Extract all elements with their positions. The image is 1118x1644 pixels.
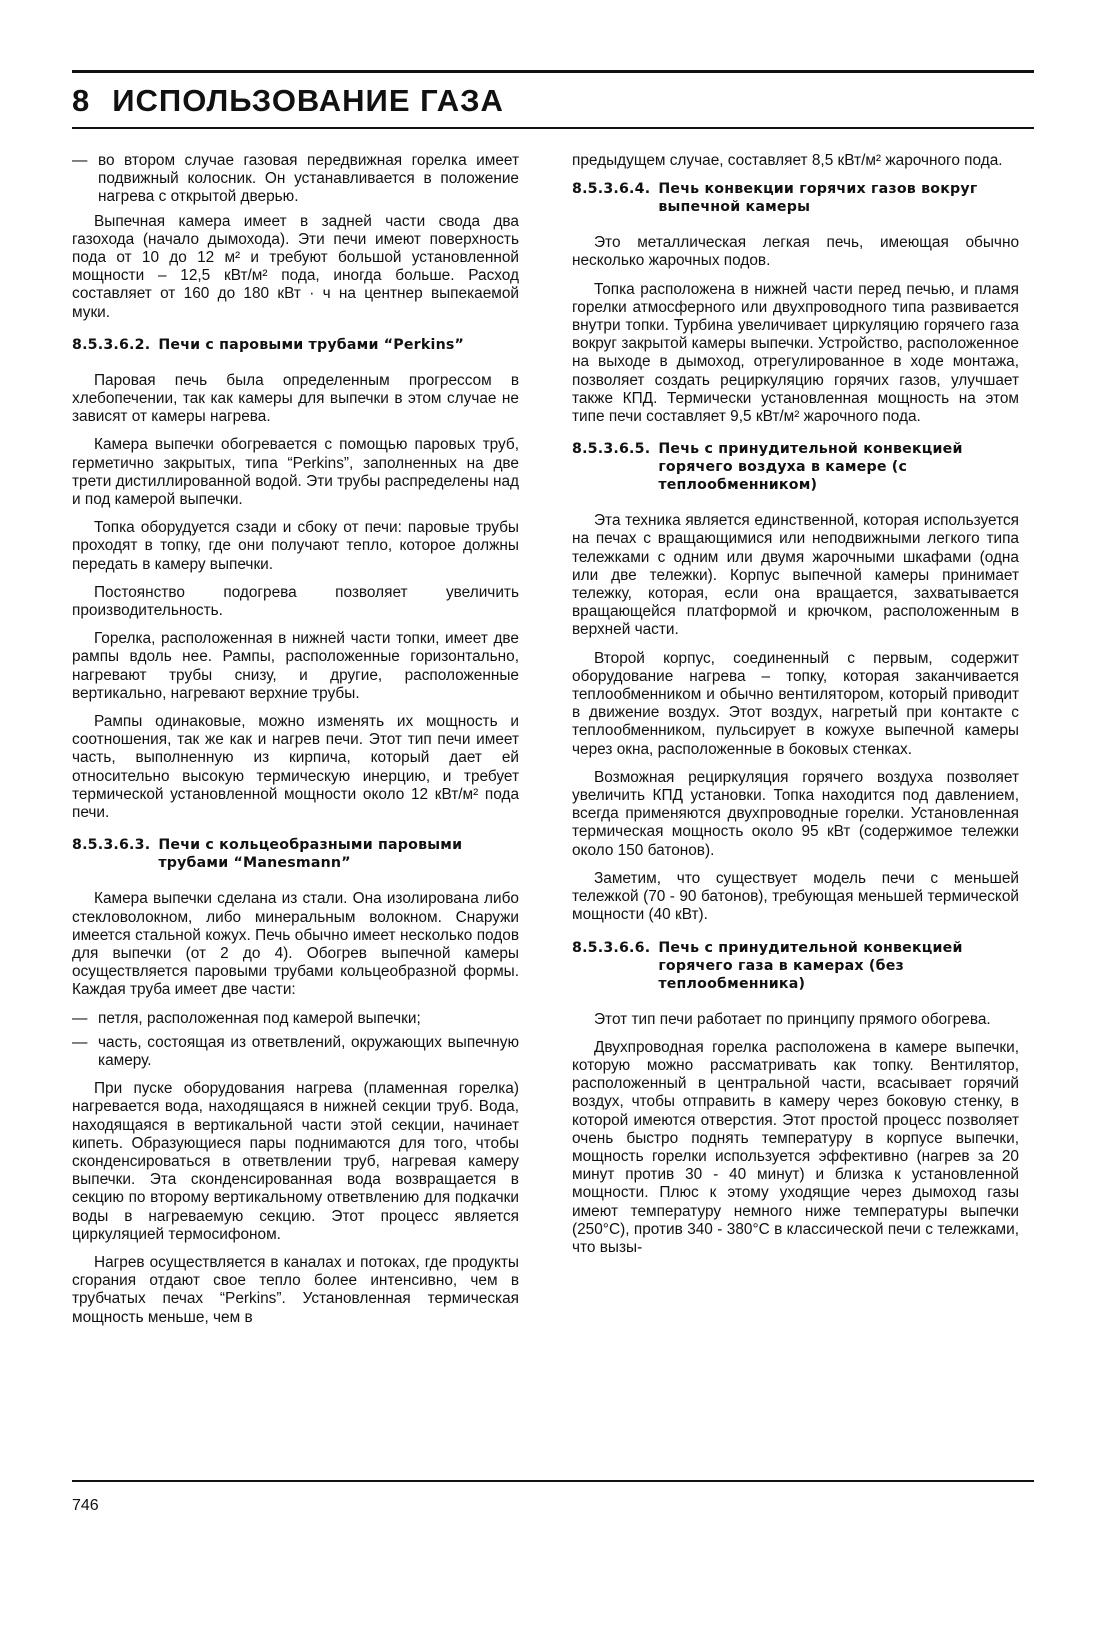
left-column bbox=[72, 152, 519, 1337]
dash-bullet: — bbox=[72, 1009, 88, 1027]
paragraph: Камера выпечки сделана из стали. Она изолирована либо стекловолокном, либо минеральным волокном. Снаружи имеется стальной кожух. Печь обычно имеет несколько подов для выпечки (от 2 до 4). Обогрев выпечной камеры осуществляется паровыми трубами кольцеобразной формы. Каждая труба имеет две части: bbox=[72, 890, 519, 999]
right-column bbox=[572, 152, 1019, 1267]
paragraph: При пуске оборудования нагрева (пламенная горелка) нагревается вода, находящаяся в нижней секции труб. Вода, находящаяся в вертикальной части этой секции, начинает кипеть. Образующиеся пары поднимаются для того, чтобы сконденсироваться в ответвлении труб, нагревая камеру выпечки. Эта сконденсированная вода возвращается в секцию по второму вертикальному ответвлению для подкачки воды в нагреваемую секцию. Этот процесс является циркуляцией термосифоном. bbox=[72, 1080, 519, 1243]
paragraph: Нагрев осуществляется в каналах и потоках, где продукты сгорания отдают свое тепло более интенсивно, чем в трубчатых печах “Perkins”. Установленная термическая мощность меньше, чем в bbox=[72, 1253, 519, 1326]
chapter-number: 8 bbox=[72, 83, 91, 118]
header-top-rule bbox=[72, 70, 1034, 73]
paragraph: Эта техника является единственной, которая используется на печах с вращающимися или неподвижными легкого типа тележками с одним или двумя жарочными шкафами (одна или две тележки). Корпус выпечной камеры принимает тележку, которая, если она вращается, захватывается вращающейся платформой и крючком, расположенным в верхней части. bbox=[572, 512, 1019, 639]
section-heading bbox=[572, 939, 1019, 993]
section-number: 8.5.3.6.4. bbox=[572, 181, 651, 198]
paragraph: Камера выпечки обогревается с помощью паровых труб, герметично закрытых, типа “Perkins”, заполненных на две трети дистиллированной водой. Эти трубы распределены над и под камерой выпечки. bbox=[72, 436, 519, 509]
paragraph: Возможная рециркуляция горячего воздуха позволяет увеличить КПД установки. Топка находится под давлением, всегда применяются двухпроводные горелки. Установленная термическая мощность около 95 кВт (содержимое тележки около 150 батонов). bbox=[572, 768, 1019, 859]
paragraph: Второй корпус, соединенный с первым, содержит оборудование нагрева – топку, которая заканчивается теплообменником и обычно вентилятором, который приводит в движение воздух. Этот воздух, нагретый при контакте с теплообменником, пульсирует в кожухе выпечной камеры через окна, расположенные в боковых стенках. bbox=[572, 649, 1019, 758]
dash-bullet: — bbox=[72, 152, 88, 169]
paragraph: Этот тип печи работает по принципу прямого обогрева. bbox=[594, 1010, 991, 1028]
section-number: 8.5.3.6.6. bbox=[572, 939, 651, 956]
section-number: 8.5.3.6.2. bbox=[72, 336, 151, 353]
list-item-text: часть, состоящая из ответвлений, окружающих выпечную камеру. bbox=[98, 1033, 519, 1069]
dash-bullet: — bbox=[72, 1033, 88, 1051]
footer-rule bbox=[72, 1480, 1034, 1482]
page-number: 746 bbox=[72, 1497, 99, 1514]
chapter-heading bbox=[72, 82, 504, 120]
section-number: 8.5.3.6.3. bbox=[72, 837, 151, 854]
paragraph: Топка оборудуется сзади и сбоку от печи: паровые трубы проходят в топку, где они получают тепло, которое должны передать в камеру выпечки. bbox=[72, 519, 519, 573]
paragraph: Паровая печь была определенным прогрессом в хлебопечении, так как камеры для выпечки в этом случае не зависят от камеры нагрева. bbox=[72, 371, 519, 426]
section-heading bbox=[572, 440, 1019, 494]
section-title: Печь с принудительной конвекцией горячего воздуха в камере (с теплообменником) bbox=[658, 441, 963, 494]
list-item-text: петля, расположенная под камерой выпечки; bbox=[98, 1009, 421, 1027]
header-bottom-rule bbox=[72, 127, 1034, 129]
section-title: Печь с принудительной конвекцией горячего газа в камерах (без теплообменника) bbox=[658, 939, 963, 992]
paragraph: Это металлическая легкая печь, имеющая обычно несколько жарочных подов. bbox=[572, 234, 1019, 270]
paragraph: Двухпроводная горелка расположена в камере выпечки, которую можно рассматривать как топку. Вентилятор, расположенный в центральной части, всасывает горячий воздух, чтобы отправить в камеру через боковую стенку, в которой имеются отверстия. Этот простой процесс позволяет очень быстро поднять температуру в корпусе выпечки, мощность горелки используется эффективно (нагрев за 20 минут против 30 - 40 минут) и близка к установленной мощности. Плюс к этому уходящие через дымоход газы имеют температуру немного ниже температуры выпечки (250°C), против 340 - 380°C в классической печи с тележками, что вызы- bbox=[572, 1038, 1019, 1256]
paragraph: Топка расположена в нижней части перед печью, и пламя горелки атмосферного или двухпроводного типа развивается внутри топки. Турбина увеличивает циркуляцию горячего газа вокруг закрытой камеры выпечки. Устройство, расположенное на выходе в дымоход, отрегулированное в ходе монтажа, позволяет создать рециркуляцию горячих газов, улучшает также КПД. Термически установленная мощность на этом типе печи составляет 9,5 кВт/м² жарочного пода. bbox=[572, 280, 1019, 426]
section-heading bbox=[572, 180, 1019, 216]
paragraph: Рампы одинаковые, можно изменять их мощность и соотношения, так же как и нагрев печи. Этот тип печи имеет часть, выполненную из кирпича, который дает ей относительно высокую термическую инерцию, и требует термической установленной мощности около 12 кВт/м² пода печи. bbox=[72, 713, 519, 822]
section-title: Печь конвекции горячих газов вокруг выпечной камеры bbox=[658, 181, 978, 216]
section-title: Печи с паровыми трубами “Perkins” bbox=[158, 336, 465, 353]
list-item-text: во втором случае газовая передвижная горелка имеет подвижный колосник. Он устанавливается в положение нагрева с открытой дверью. bbox=[98, 152, 519, 206]
paragraph: Заметим, что существует модель печи с меньшей тележкой (70 - 90 батонов), требующая меньшей термической мощности (40 кВт). bbox=[572, 869, 1019, 924]
list-item bbox=[72, 1034, 519, 1070]
paragraph: предыдущем случае, составляет 8,5 кВт/м² жарочного пода. bbox=[572, 152, 1003, 169]
section-title: Печи с кольцеобразными паровыми трубами “Manesmann” bbox=[158, 837, 463, 872]
section-heading bbox=[72, 336, 519, 354]
section-number: 8.5.3.6.5. bbox=[572, 441, 651, 458]
section-heading bbox=[72, 836, 519, 872]
paragraph: Выпечная камера имеет в задней части свода два газохода (начало дымохода). Эти печи имеют поверхность пода от 10 до 12 м² и требуют большой установленной мощности – 12,5 кВт/м² пода, иногда больше. Расход составляет от 160 до 180 кВт · ч на центнер выпекаемой муки. bbox=[72, 212, 519, 321]
paragraph: Горелка, расположенная в нижней части топки, имеет две рампы вдоль нее. Рампы, расположенные горизонтально, нагревают трубы снизу, и другие, расположенные вертикально, нагревают верхние трубы. bbox=[72, 630, 519, 702]
paragraph: Постоянство подогрева позволяет увеличить производительность. bbox=[72, 583, 519, 620]
chapter-title: ИСПОЛЬЗОВАНИЕ ГАЗА bbox=[112, 83, 504, 118]
list-item bbox=[72, 152, 519, 207]
list-item bbox=[72, 1010, 519, 1028]
